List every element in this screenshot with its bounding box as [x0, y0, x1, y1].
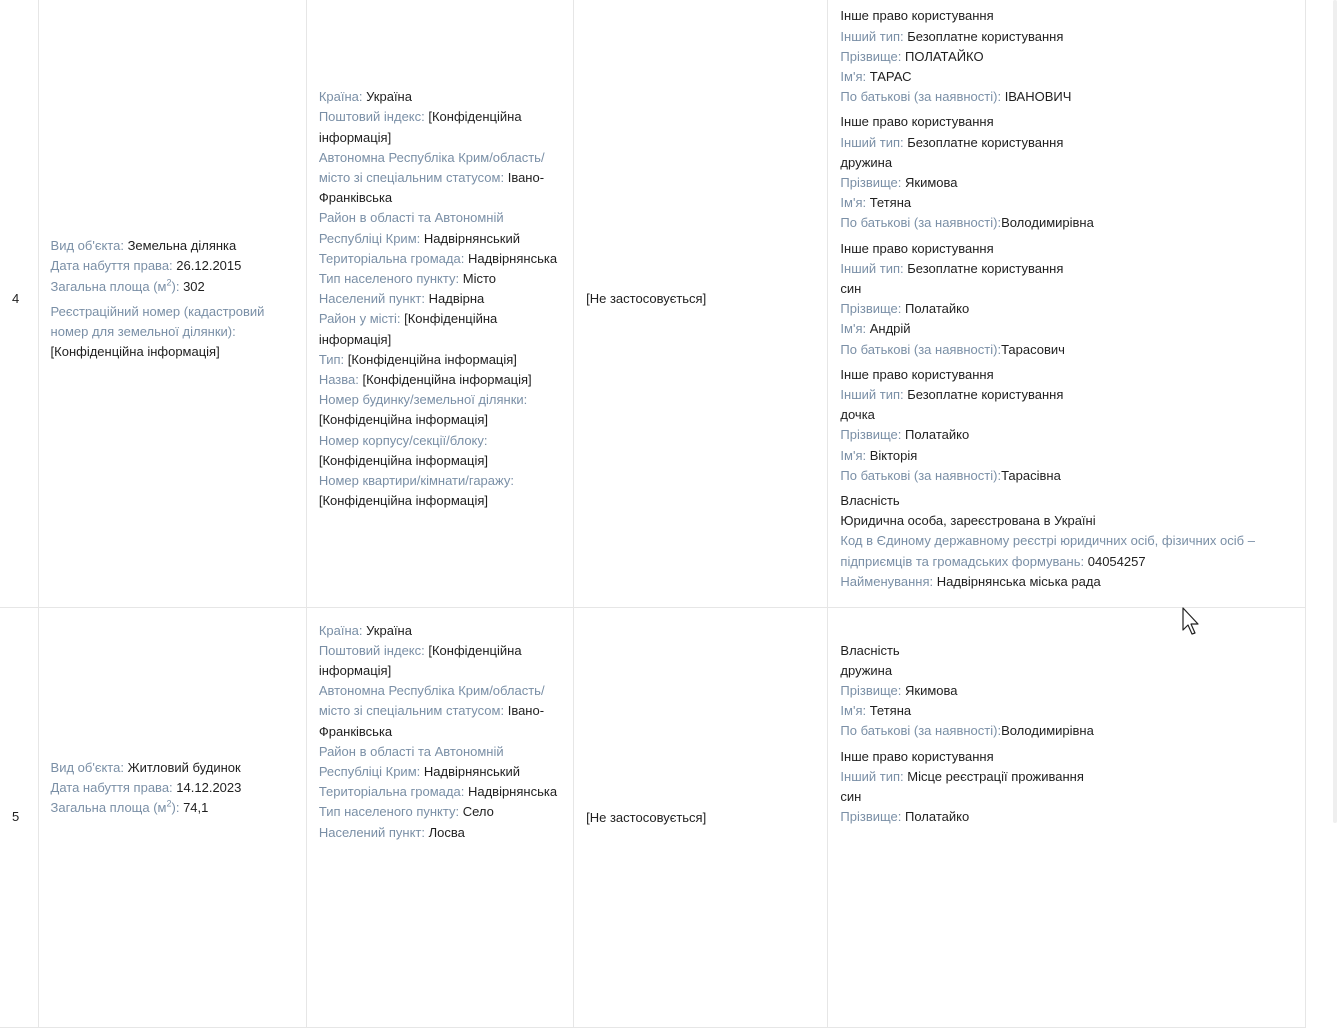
right-block: Власність Юридична особа, зареєстрована в Україні Код в Єдиному державному реєстрі юридичних осіб, фізичних осіб – підприємців та громадських формувань: 04054257 Найменування: Надвірнянська міська рада — [840, 493, 1255, 589]
not-applicable-cell: [Не застосовується] — [574, 0, 828, 607]
right-block: Інше право користування Інший тип: Безоплатне користування Прізвище: ПОЛАТАЙКО Ім'я: ТАРАС По батькові (за наявності): ІВАНОВИЧ — [840, 8, 1072, 105]
table-row — [0, 607, 1306, 1027]
rights-cell — [828, 607, 1306, 1027]
address-cell: Країна: Україна Поштовий індекс: [Конфіденційна інформація] Автономна Республіка Крим/область/місто зі спеціальним статусом: Івано-Франківська Район в області та Автономній Республіці Крим: Надвірнянський Територіальна громада: Надвірнянська Тип населеного пункту: Місто Населений пункт: Надвірна Район у місті: [Конфіденційна інформація] Тип: [Конфіденційна інформація] Назва: [Конфіденційна інформація] Номер будинку/земельної ділянки: [Конфіденційна інформація] Номер корпусу/секції/блоку: [Конфіденційна інформація] Номер квартири/кімнати/гаражу: [Конфіденційна інформація] — [306, 0, 573, 607]
row-number: 4 — [0, 0, 38, 607]
vertical-scrollbar[interactable] — [1330, 0, 1340, 823]
object-cell: Вид об'єкта: Житловий будинок Дата набуття права: 14.12.2023 Загальна площа $(м^2)$: 74,1 — [38, 607, 306, 1027]
right-block: Власність дружина Прізвище: Якимова Ім'я: Тетяна По батькові (за наявності):Володимирівна — [840, 642, 1094, 739]
row-number: 5 — [0, 607, 38, 1027]
right-block: Інше право користування Інший тип: Місце реєстрації проживання син Прізвище: Полатайко — [840, 748, 1084, 825]
right-block: Інше право користування Інший тип: Безоплатне користування дружина Прізвище: Якимова Ім'я: Тетяна По батькові (за наявності):Володимирівна — [840, 114, 1094, 231]
right-block: Інше право користування Інший тип: Безоплатне користування син Прізвище: Полатайко Ім'я: Андрій По батькові (за наявності):Тарасович — [840, 240, 1065, 357]
right-block: Інше право користування Інший тип: Безоплатне користування дочка Прізвище: Полатайко Ім'я: Вікторія По батькові (за наявності):Тарасівна — [840, 366, 1064, 483]
not-applicable-cell: [Не застосовується] — [574, 607, 828, 1027]
rights-cell — [828, 0, 1306, 607]
object-cell: Вид об'єкта: Земельна ділянка Дата набуття права: 26.12.2015 Загальна площа $(м^2)$: 302 Реєстраційний номер (кадастровий номер для земельної ділянки): [Конфіденційна інформація] — [38, 0, 306, 607]
address-cell: Країна: Україна Поштовий індекс: [Конфіденційна інформація] Автономна Республіка Крим/область/місто зі спеціальним статусом: Івано-Франківська Район в області та Автономній Республіці Крим: Надвірнянський Територіальна громада: Надвірнянська Тип населеного пункту: Село Населений пункт: Лосва — [306, 607, 573, 1027]
mouse-pointer-icon — [1182, 607, 1202, 637]
scrollbar-thumb[interactable] — [1333, 0, 1337, 823]
